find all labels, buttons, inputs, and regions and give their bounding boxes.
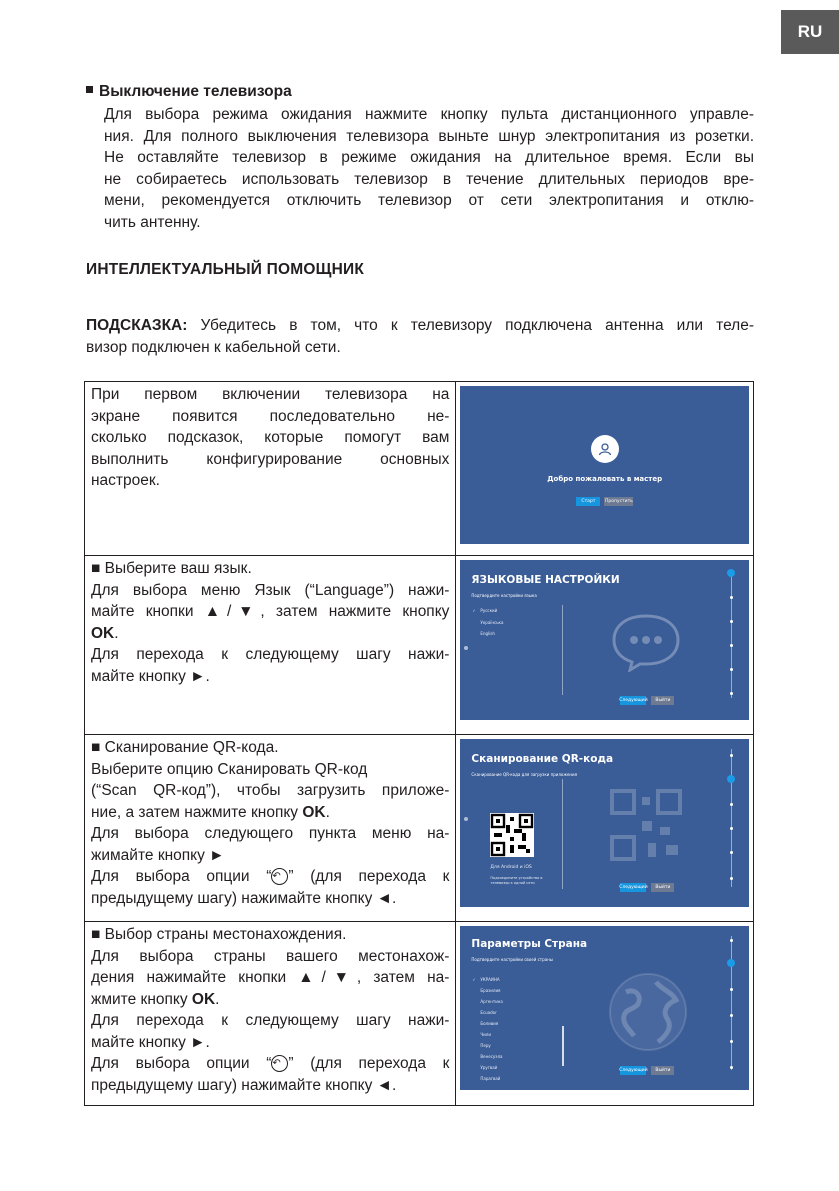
punct: . [215, 990, 220, 1008]
para-line: мени, рекомендуется отключить телевизор от сети электропитания и отклю- [104, 192, 754, 210]
step-dot [730, 692, 733, 695]
step-dot [730, 1066, 733, 1069]
divider [562, 605, 563, 695]
section-heading-assistant: ИНТЕЛЛЕКТУАЛЬНЫЙ ПОМОЩНИК [86, 261, 364, 278]
step-line [91, 989, 449, 1011]
step-dot [730, 644, 733, 647]
step-line: предыдущему шагу) нажимайте кнопку ◄. [91, 889, 397, 907]
welcome-screen [460, 386, 749, 544]
skip-button[interactable]: Пропустить [604, 499, 633, 504]
step-line: дения нажимайте кнопки ▲/▼, затем на- [91, 969, 450, 986]
step-line: настроек. [91, 472, 160, 489]
step-line: Для выбора меню Язык (“Language”) нажи- [91, 581, 450, 599]
punct: . [114, 624, 119, 642]
table-row [85, 735, 754, 922]
hint-label: ПОДСКАЗКА: [86, 317, 188, 334]
option-item[interactable]: Ecuador [480, 1010, 497, 1015]
step-line: При первом включении телевизора на [91, 386, 450, 403]
step-dot [730, 803, 733, 806]
para-line: чить антенну. [104, 213, 201, 231]
exit-button[interactable]: Выйти [651, 1066, 674, 1075]
step-dot [730, 620, 733, 623]
step-line: Для перехода к следующему шагу нажи- [91, 646, 450, 663]
option-item[interactable]: Парагвай [480, 1076, 501, 1081]
line-text: ние, а затем нажмите кнопку [91, 803, 299, 821]
current-step-dot [727, 775, 735, 783]
step-line: жимайте кнопку ► [91, 846, 225, 864]
tv-off-paragraph [104, 104, 754, 234]
option-item[interactable]: Боливия [480, 1021, 499, 1026]
step-line: ■ Выбор страны местонахождения. [91, 926, 347, 943]
line-text: Для выбора опции “ [91, 1055, 272, 1072]
option-item[interactable]: Бразилия [480, 988, 501, 993]
screen-title: Сканирование QR-кода [471, 753, 614, 765]
start-button[interactable]: Старт [576, 497, 600, 506]
step-line: ■ Выберите ваш язык. [91, 560, 252, 577]
back-arrow-icon: ↶ [271, 868, 288, 885]
option-item[interactable]: ✓ Русский [480, 608, 497, 613]
hint-paragraph [86, 315, 754, 358]
platform-label: Для Android и iOS [490, 865, 532, 870]
back-icon[interactable] [464, 817, 468, 821]
next-button[interactable]: Следующий [619, 698, 648, 703]
option-item[interactable]: Чили [480, 1032, 491, 1037]
table-row [85, 556, 754, 735]
line-text: Для выбора опции “ [91, 868, 272, 885]
step-line: Для перехода к следующему шагу нажи- [91, 1012, 450, 1029]
step-dot [730, 851, 733, 854]
note-line: телевизор к одной сети [490, 881, 535, 885]
screenshot-cell [456, 922, 754, 1106]
option-item[interactable]: Аргентина [480, 999, 503, 1004]
step-line: Для выбора страны вашего местонахож- [91, 947, 450, 965]
step-dot [730, 668, 733, 671]
current-step-dot [727, 569, 735, 577]
qr-watermark-icon [608, 787, 684, 863]
hint-text: Убедитесь в том, что к телевизору подключена антенна или теле- [200, 317, 754, 334]
step-line: майте кнопки ▲/▼, затем нажмите кнопку [91, 603, 450, 620]
language-screen [460, 560, 749, 720]
table-row [85, 382, 754, 556]
step-dot [730, 1014, 733, 1017]
user-icon [591, 435, 619, 463]
option-item[interactable]: Перу [480, 1043, 491, 1048]
step-line: предыдущему шагу) нажимайте кнопку ◄. [91, 1076, 397, 1094]
ok-key: OK [91, 624, 115, 642]
back-icon[interactable] [464, 646, 468, 650]
next-button[interactable]: Следующий [619, 885, 648, 890]
qr-screen [460, 739, 749, 907]
step-line: Для выбора следующего пункта меню на- [91, 825, 450, 842]
screen-subtitle: Подтвердите настройки своей страны [471, 957, 553, 962]
exit-button[interactable]: Выйти [651, 883, 674, 892]
step-line: майте кнопку ►. [91, 667, 210, 685]
heading-text: Выключение телевизора [99, 83, 292, 100]
exit-button[interactable]: Выйти [651, 696, 674, 705]
welcome-title: Добро пожаловать в мастер [547, 475, 663, 483]
ok-key: OK [191, 990, 216, 1008]
qr-code [490, 813, 534, 857]
back-arrow-icon: ↶ [271, 1055, 288, 1072]
step-dot [730, 596, 733, 599]
step-dot [730, 877, 733, 880]
step-line: Выберите опцию Сканировать QR-код [91, 760, 368, 778]
step-line: экране появится последовательно не- [91, 407, 450, 425]
line-text: жмите кнопку [91, 990, 188, 1008]
punct: . [325, 803, 330, 821]
setup-steps-table [84, 381, 754, 1106]
screenshot-cell [456, 735, 754, 922]
step-line [91, 1053, 449, 1075]
note-line: Подсоедините устройство в [490, 876, 543, 880]
screen-subtitle: Подтвердите настройки языка [471, 593, 537, 598]
step-text-cell [85, 922, 456, 1106]
table-row [85, 922, 754, 1106]
step-dot [730, 754, 733, 757]
para-line: ния. Для полного выключения телевизора выньте шнур электропитания из розетки. [104, 127, 754, 145]
option-item[interactable]: Українська [480, 620, 504, 625]
current-step-dot [727, 959, 735, 967]
line-text: ” (для перехода к [288, 1055, 450, 1072]
globe-icon [606, 970, 690, 1054]
step-dot [730, 1040, 733, 1043]
step-line: (“Scan QR-код”), чтобы загрузить приложе- [91, 782, 450, 799]
para-line: не собираетесь использовать телевизор в течение длительных периодов вре- [104, 170, 754, 188]
section-heading-tv-off [86, 83, 292, 101]
para-line: Для выбора режима ожидания нажмите кнопку пульта дистанционного управле- [104, 106, 754, 123]
country-screen [460, 926, 749, 1090]
option-item[interactable]: Венесуэла [480, 1054, 503, 1059]
step-line: майте кнопку ►. [91, 1033, 210, 1051]
screen-subtitle: Сканирование QR-кода для загрузки приложения [471, 772, 578, 777]
hint-line: визор подключен к кабельной сети. [86, 338, 341, 356]
step-line [91, 866, 449, 888]
divider [562, 779, 563, 889]
option-item[interactable]: English [480, 631, 495, 636]
progress-track [731, 936, 732, 1070]
step-line: сколько подсказок, которые помогут вам [91, 429, 450, 446]
step-dot [730, 939, 733, 942]
step-text-cell [85, 382, 456, 556]
step-line: ■ Сканирование QR-кода. [91, 739, 279, 756]
para-line: Не оставляйте телевизор в режиме ожидания на длительное время. Если вы [104, 149, 754, 167]
qr-code-pattern [490, 813, 534, 857]
step-dot [730, 827, 733, 830]
screenshot-cell [456, 382, 754, 556]
option-item[interactable]: Уругвай [480, 1065, 498, 1070]
chat-bubble-icon [610, 612, 682, 672]
step-line [91, 623, 449, 645]
step-dot [730, 988, 733, 991]
option-item[interactable]: ✓ УКРАИНА [480, 977, 499, 982]
next-button[interactable]: Следующий [619, 1068, 648, 1073]
hint-line [86, 315, 754, 337]
screen-title: ЯЗЫКОВЫЕ НАСТРОЙКИ [471, 574, 620, 586]
step-line [91, 802, 449, 824]
progress-track [731, 749, 732, 887]
language-tab: RU [781, 10, 839, 54]
ok-key: OK [302, 803, 326, 821]
line-text: ” (для перехода к [288, 868, 450, 885]
screenshot-cell [456, 556, 754, 735]
progress-track [731, 570, 732, 698]
step-line: выполнить конфигурирование основных [91, 450, 450, 468]
bullet-square [86, 86, 93, 93]
step-text-cell [85, 735, 456, 922]
step-text-cell [85, 556, 456, 735]
scrollbar[interactable] [562, 1026, 564, 1066]
screen-title: Параметры Страна [471, 938, 588, 950]
